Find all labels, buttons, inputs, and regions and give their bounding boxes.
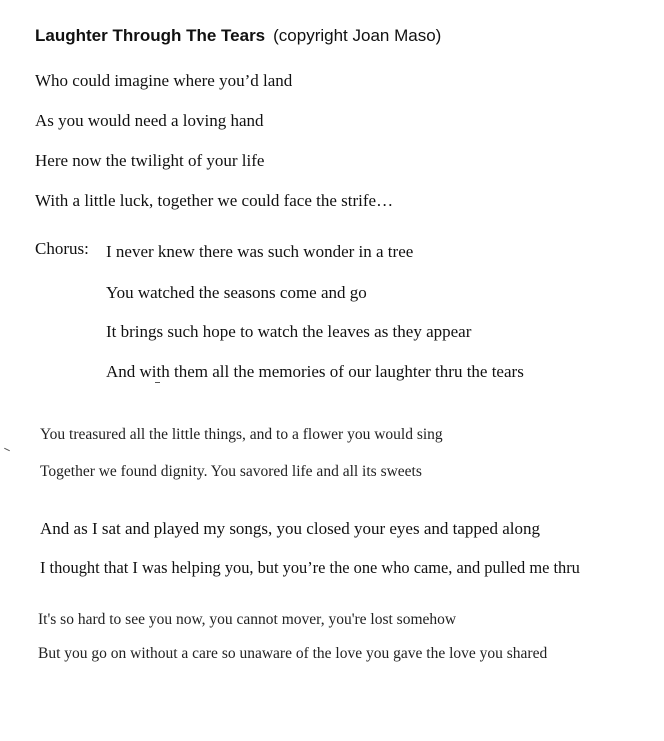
- verse3-line-2: I thought that I was helping you, but you’re the one who came, and pulled me thru: [40, 558, 580, 577]
- chorus-line-4: And with them all the memories of our laughter thru the tears: [106, 362, 524, 381]
- verse2-line-1: You treasured all the little things, and to a flower you would sing: [40, 426, 443, 443]
- chorus-label: Chorus:: [35, 239, 89, 258]
- verse1-line-1: Who could imagine where you’d land: [35, 71, 293, 90]
- copyright-notice: (copyright Joan Maso): [273, 26, 442, 45]
- song-title: Laughter Through The Tears: [35, 26, 266, 45]
- verse2-line-2: Together we found dignity. You savored life and all its sweets: [40, 463, 422, 480]
- chorus-line-1: I never knew there was such wonder in a tree: [106, 242, 414, 261]
- chorus-line-3: It brings such hope to watch the leaves as they appear: [106, 322, 472, 341]
- verse1-line-4: With a little luck, together we could face the strife…: [35, 191, 394, 210]
- verse1-line-3: Here now the twilight of your life: [35, 151, 265, 170]
- verse1-line-2: As you would need a loving hand: [35, 111, 264, 130]
- verse4-line-1: It's so hard to see you now, you cannot mover, you're lost somehow: [38, 611, 457, 628]
- chorus-line-2: You watched the seasons come and go: [106, 283, 367, 302]
- title-row: [35, 26, 441, 46]
- verse4-line-2: But you go on without a care so unaware of the love you gave the love you shared: [38, 645, 548, 662]
- verse3-line-1: And as I sat and played my songs, you closed your eyes and tapped along: [40, 519, 540, 538]
- scan-mark: [155, 382, 160, 383]
- scan-mark: [4, 448, 10, 451]
